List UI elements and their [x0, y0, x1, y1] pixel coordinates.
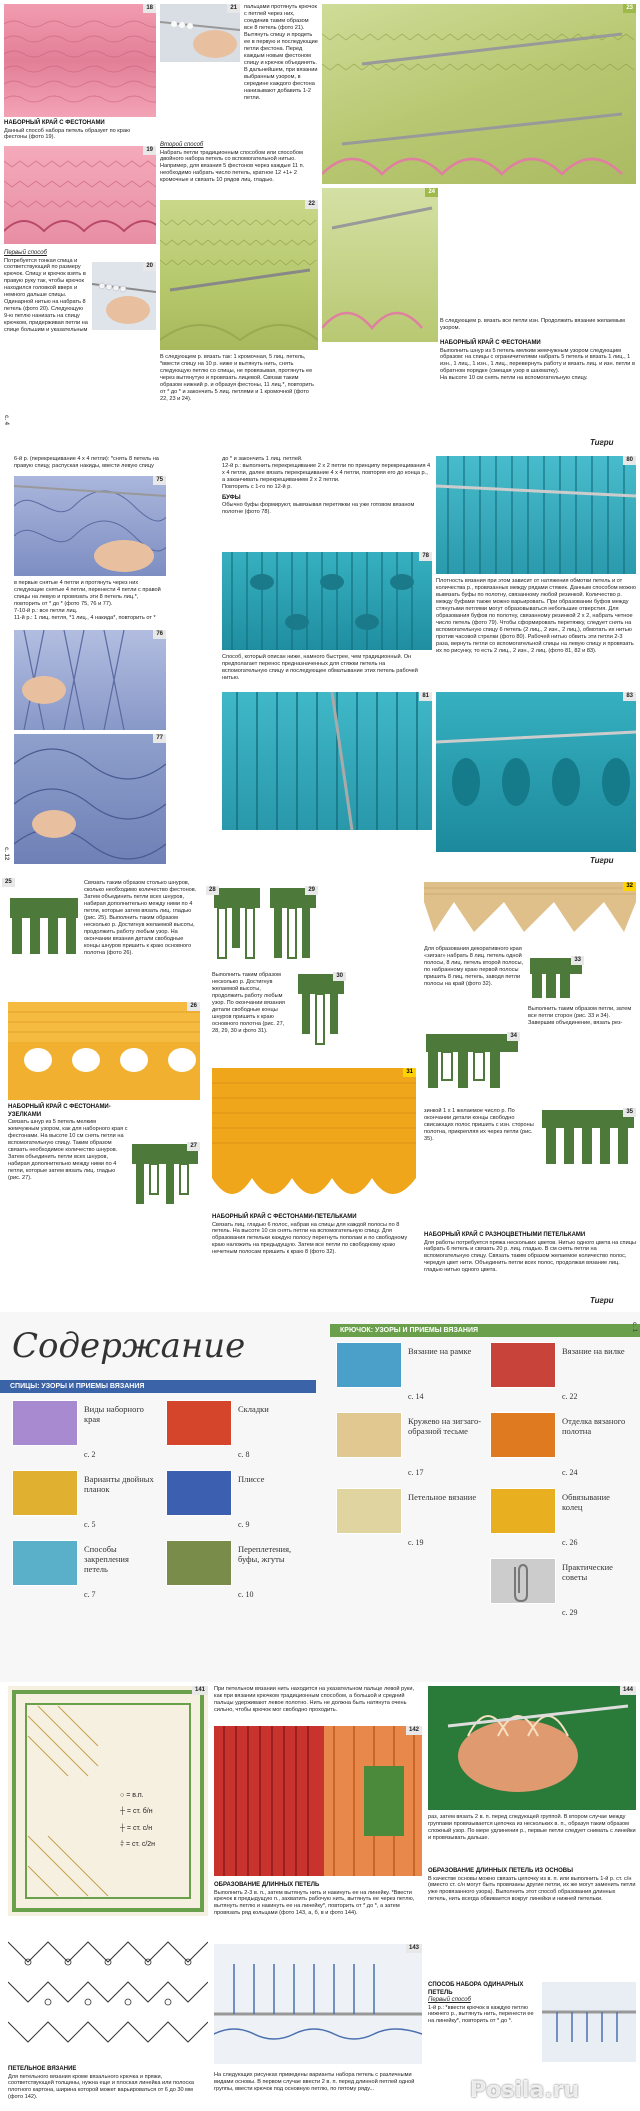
watermark-tigri: Тигри: [590, 438, 614, 447]
heading-scalloped: НАБОРНЫЙ КРАЙ С ФЕСТОНАМИ Данный способ набора петель образует по краю фестоны (фото 19).: [4, 120, 154, 141]
photo-number: 78: [419, 552, 432, 561]
rib-texture: [436, 456, 636, 574]
item-thumbnail: [336, 1412, 402, 1458]
photo-green-scallop-3: [322, 188, 438, 342]
cord-diagram: [8, 896, 80, 956]
first-method-text: Потребуется тонкая спица и соответствующий по размеру крючок. Спицу и крючок взять в правую руку так, чтобы крючок находился головкой вверх и немного дальше спицы. Одинарной нитью на набрать 8 петель (фото 20). Следующую 9-ю петлю нанизать на спицу крючком, придерживая петли на спице большим и указательным: [4, 257, 88, 334]
photo-number: 80: [623, 456, 636, 465]
photo-beige-zigzag: [424, 882, 636, 942]
cable-texture: [14, 734, 166, 864]
rib-texture: [222, 692, 432, 830]
contents-item[interactable]: [12, 1400, 162, 1460]
first-method-block: Первый способ Потребуется тонкая спица и соответствующий по размеру крючок. Спицу и крючок взять в правую руку так, чтобы крючок находился головкой вверх и немного дальше спицы. Одинарной нитью на набрать 8 петель (фото 20). Следующую 9-ю петлю нанизать на спицу крючком, придерживая петли на спице большим и указательным: [4, 250, 88, 334]
second-method-text: Набрать петли традиционным способом или способом двойного набора петель со вспомогательной нитью. Например, для вязания 5 фестонов через каждые 11 п. необходимо набрать число петель, кратное 12 +1+ 2 кромочные и связать 10 рядов лиц. гладью.: [160, 149, 305, 184]
chain-block: ОБРАЗОВАНИЕ ДЛИННЫХ ПЕТЕЛЬ ИЗ ОСНОВЫ В качестве основы можно связать цепочку из в. п. или выполнить 1-й р. ст. с/н (вместо ст. с/н могут быть провязаны другие петли, их же могут заменить петли уже провязанного узора). Выполнить этот способ образования длинных петель, нить всегда обвивается вокруг линейки и нижней петельки.: [428, 1868, 636, 1903]
zigzag-texture: [424, 882, 636, 942]
page-side-mark: с. 4: [3, 415, 10, 426]
photo-number: 23: [623, 4, 636, 13]
rib-texture: [436, 692, 636, 852]
loops-texture: [8, 1002, 200, 1100]
item-page: с. 10: [238, 1590, 254, 1600]
item-page: с. 7: [84, 1590, 96, 1600]
photo-green-scallop-1: [160, 200, 318, 350]
item-thumbnail: [12, 1540, 78, 1586]
item-page: с. 9: [238, 1520, 250, 1530]
item-thumbnail: [490, 1558, 556, 1604]
watermark-tigri: Тигри: [590, 1296, 614, 1305]
photo-number: 81: [419, 692, 432, 701]
photo-teal-rib-3: [436, 456, 636, 574]
page5-text-bottom: На следующих рисунках приведены варианты набора петель с различными видами основы. В первом случае ввести 2 в. п. перед длинной петлей одной группы, ввести крючок под основную петлю, по пятому ряду...: [214, 2072, 415, 2092]
photo-number: 22: [305, 200, 318, 209]
item-label: Способы закрепления петель: [84, 1544, 129, 1575]
watermark-posila: Posila.ru: [470, 2078, 580, 2103]
item-page: с. 29: [562, 1608, 578, 1618]
contents-item[interactable]: [490, 1412, 640, 1478]
photo-teal-rib-2: [222, 692, 432, 830]
caption-left-block: ПЕТЕЛЬНОЕ ВЯЗАНИЕ Для петельного вязания кроме вязального крючка и пряжи, соответствующей толщины, нужна еще и плоская линейка или полоска плотного картона, ширина которой может варьироваться от 6 до 30 мм (фото 142).: [8, 2066, 194, 2101]
petals-texture: [212, 1068, 416, 1210]
contents-item[interactable]: [166, 1470, 316, 1530]
photo-hook-chain: [214, 1944, 422, 2064]
item-label: Складки: [238, 1404, 269, 1414]
photo-hand-loops: [428, 1686, 636, 1810]
scalloped-text: Данный способ набора петель образует по краю фестоны (фото 19).: [4, 127, 131, 141]
knitting-banner: СПИЦЫ: УЗОРЫ И ПРИЕМЫ ВЯЗАНИЯ: [0, 1380, 316, 1393]
fig-number: 32: [623, 882, 636, 891]
cable-texture: [14, 630, 166, 730]
knit-texture: [322, 188, 438, 342]
diagram-29: [268, 886, 318, 966]
fig-number: 28: [206, 886, 219, 895]
item-page: с. 26: [562, 1538, 578, 1548]
next-row-text: В следующем р. вязать так: 1 кромочная, 5 лиц. петель, *ввести спицу на 10 р. ниже и вытянуть нить, снять следующую петлю со спицы, не провязывая, протянуть ее через вытянутую и провязать лицевой. Связав таким образом нижний р. и образуя фестоны, 11 лиц.*, повторить от * до * и закончить 5 лиц. петлями и 1 кромочной (фото 22, 23 и 24).: [160, 354, 314, 402]
photo-number: 77: [153, 734, 166, 743]
page-scalloped-edges: [0, 0, 640, 452]
chain-diagram: [214, 1944, 422, 2064]
paperclip-icon: [491, 1559, 557, 1605]
diagram-25: [5, 879, 80, 956]
mid-text: пальцами протянуть крючок с петлей через них, соединив таким образом все 8 петель (фото 21). Вытянуть спицу и продеть ее в первую и последующие петли фестона. Перед каждым новым фестоном спицу и крючок объединять. В дальнейшем, при вязании выбранным узором, в середине каждого фестона нанизывают добавить 1-2 петли.: [244, 4, 318, 101]
strip-diagram: [424, 1032, 520, 1092]
cord-text: Выполнить шнур из 5 петель мелким жемчужным узором следующим образом: на спицы с ограничителями набрать 5 петель и вязать 1 лиц., 1 изн., 1 лиц., 1 изн., 1 лиц., перевернуть работу и вязать лиц. и изн. петли в обратном порядке (смещая узор в шахматку).: [440, 347, 635, 375]
item-thumbnail: [12, 1470, 78, 1516]
photo-hands-hook: [160, 4, 240, 62]
diagram-35: [540, 1108, 636, 1168]
photo-blue-cable-2: [14, 630, 166, 730]
item-thumbnail: [336, 1488, 402, 1534]
item-page: с. 5: [84, 1520, 96, 1530]
item-label: Петельное вязание: [408, 1492, 477, 1502]
photo-blue-cable-1: [14, 476, 166, 576]
diagram-27: [130, 1142, 200, 1208]
item-thumbnail: [490, 1488, 556, 1534]
diagram-34: [424, 1032, 520, 1092]
contents-item[interactable]: [336, 1342, 486, 1402]
item-thumbnail: [166, 1470, 232, 1516]
item-label: Виды наборного края: [84, 1404, 144, 1425]
item-label: Практические советы: [562, 1562, 613, 1583]
crochet-banner: КРЮЧОК: УЗОРЫ И ПРИЕМЫ ВЯЗАНИЯ: [330, 1324, 640, 1337]
cable-texture: [14, 476, 166, 576]
item-label: Обвязывание колец: [562, 1492, 610, 1513]
legend-row: ┼ = ст. б/н: [120, 1808, 153, 1816]
hand-needle-illustration: [92, 262, 156, 330]
knit-texture: [4, 146, 156, 244]
page5-text-top: При петельном вязании нить находится на указательном пальце левой руки, как при вязании крючком традиционным способом, а большой и средний пальцы удерживают левое полотно. Нить не должна быть натянута очень сильно, чтобы крючок мог свободно проходить.: [214, 1686, 414, 1713]
fig-number: 29: [305, 886, 318, 895]
loops-block: НАБОРНЫЙ КРАЙ С ФЕСТОНАМИ-УЗЕЛКАМИ Связать шнур из 5 петель мелким жемчужным узором, как для наборного края с фестонами. На высоте 10 см снять петли на вспомогательную спицу. Таким образом связать необходимое количество шнуров. Затем объединить петли всех шнуров, набирая дополнительно между ними по 4 петли, которые затем вязать лиц. гладью (рис. 27).: [8, 1104, 128, 1181]
diagram-33: [528, 956, 584, 1002]
item-label: Переплетения, буфы, жгуты: [238, 1544, 292, 1565]
watermark-tigri: Тигри: [590, 856, 614, 865]
long-loops-block: ОБРАЗОВАНИЕ ДЛИННЫХ ПЕТЕЛЬ Выполнить 2-3 в. п., затем вытянуть нить и накинуть ее на линейку. *Ввести крючок в предыдущую п., захватить рабочую нить, вытянуть ее через петлю, вытянуть петлю и накинуть ее на линейку*, повторить от * до *, а затем провязать ряд кольцами (фото 143, а, б, в и фото 144).: [214, 1882, 415, 1917]
right-text: В следующем р. вязать все петли изн. Продолжить вязание желаемым узором.: [440, 318, 625, 331]
page-loop-knitting: [0, 1682, 640, 2111]
bufy-text-2: Способ, который описан ниже, намного быстрее, чем традиционный. Он предполагает перенос предназначенных для стяжки петель на вспомогательную спицу и последующее обматывание этих петель рабочей нитью.: [222, 654, 418, 681]
item-page: с. 8: [238, 1450, 250, 1460]
photo-number: 141: [192, 1686, 208, 1695]
photo-number: 144: [620, 1686, 636, 1695]
diagram-28: [209, 886, 262, 966]
fig-number: 34: [507, 1032, 520, 1041]
item-thumbnail: [166, 1400, 232, 1446]
photo-single-loop: [542, 1982, 636, 2062]
page3-text-c3: зинкой 1 х 1 желаемое число р. По окончании детали концы свободно свисающих полос пришить с изн. стороны полотна, прикрепляя их через петли (рис. 35).: [424, 1108, 534, 1142]
page3-text-a: Связать таким образом столько шнуров, сколько необходимо количество фестонов. Затем объединить петли всех шнуров, набирая дополнительно между ними по 4 петли, которые затем вязать лиц. гладью (рис. 25). Выполнить таким образом несколько р. Достигнув желаемой высоты, продолжить работу любым узор. На окончании вязания детали свободные концы шнуров пришить к краю основного полотна (фото 26).: [84, 880, 197, 956]
item-thumbnail: [490, 1342, 556, 1388]
cord-block: НАБОРНЫЙ КРАЙ С ФЕСТОНАМИ Выполнить шнур из 5 петель мелким жемчужным узором следующим образом: на спицы с ограничителями набрать 5 петель и вязать 1 лиц., 1 изн., 1 лиц., 1 изн., 1 лиц., перевернуть работу и вязать лиц. и изн. петли в обратном порядке (смещая узор в шахматку). На высоте 10 см снять петли на вспомогательную спицу.: [440, 340, 635, 382]
page-side-mark: с. 12: [3, 847, 10, 861]
page2-text-right: Плотность вязания при этом зависит от натяжения обмотки петель и от количества р., провязанных между рядами стяжек. Данным способом можно вывязать буфы по полотну, связанному любой резинкой. Количество р. между буфами также можно варьировать. При образовании буфов между стянутыми петлями могут образовываться небольшие отверстия. Для образования буфов по полотну, связанному резинкой 2 х 2, набрать четное число петель (фото 79). Чтобы сформировать перетяжку, следует снять на вспомогательную спицу 6 петель (2 лиц., 2 изн., 2 лиц.), обмотать их нитью против часовой стрелки (фото 80). Рабочей нитью обвить эти петли 2-3 раза, вернуть петли со вспомогательной спицы на левую спицу и провязать их по рисунку, то есть 2 лиц., 2 изн., 2 лиц. (фото 81, 82 и 83).: [436, 578, 637, 654]
contents-title: Содержание: [12, 1326, 246, 1366]
page2-text-left-2: в первые снятые 4 петли и протянуть через них следующие снятые 4 петли, перенести 4 петли с правой спицы на левую и провязать эти 8 петель лиц.*, повторить от * до * (фото 75, 76 и 77). 7-10-й р.: все петли лиц. 11-й р.: 1 лиц. петля, *1 лиц., 4 накида*, повторить от *: [14, 580, 161, 621]
photo-number: 143: [406, 1944, 422, 1953]
symbol-legend: [120, 1792, 210, 1850]
strip-diagram: [540, 1108, 636, 1168]
photo-needle-hook: [92, 262, 156, 330]
photo-pink-scallop-top: [4, 4, 156, 117]
legend-row: ○ = в.п.: [120, 1792, 144, 1799]
photo-orange-loops: [8, 1002, 200, 1100]
cord-diagram: [268, 886, 318, 966]
diagram-30: [296, 972, 346, 1052]
contents-item[interactable]: [490, 1488, 640, 1548]
fig-number: 27: [187, 1142, 200, 1151]
photo-number: 76: [153, 630, 166, 639]
fig-number: 26: [187, 1002, 200, 1011]
photo-green-scallop-2: [322, 4, 636, 184]
photo-orange-petals: [212, 1068, 416, 1210]
photo-number: 18: [143, 4, 156, 13]
knit-texture: [4, 4, 156, 117]
photo-number: 83: [623, 692, 636, 701]
item-thumbnail: [336, 1342, 402, 1388]
item-thumbnail: [490, 1412, 556, 1458]
photo-number: 24: [425, 188, 438, 197]
contents-item[interactable]: [490, 1342, 640, 1402]
petals-block: НАБОРНЫЙ КРАЙ С ФЕСТОНАМИ-ПЕТЕЛЬКАМИ Связать лиц. гладью 6 полос, набрав на спицы для каждой полосы по 8 петель. На высоте 10 см снять петли на вспомогательную спицу. Для образования петельки каждую полосу перегнуть пополам и по свободному краю наложить на предыдущую. Затем все петли по свободному краю нечетным полосам пришить к краю 8 (фото 32).: [212, 1214, 408, 1256]
cord-diagram: [296, 972, 346, 1052]
cord-diagram: [130, 1142, 200, 1208]
hand-loops-illustration: [428, 1686, 636, 1810]
item-label: Вязание на рамке: [408, 1346, 472, 1356]
page2-text-left: 6-й р. (перекрещивание 4 х 4 петли): *снять 8 петель на правую спицу, распуская накиды, ввести левую спицу: [14, 456, 159, 469]
photo-number: 21: [227, 4, 240, 13]
photo-blue-cable-3: [14, 734, 166, 864]
red-loop-texture: [214, 1726, 422, 1876]
single-block: СПОСОБ НАБОРА ОДИНАРНЫХ ПЕТЕЛЬ Первый способ 1-й р.: *ввести крючок в каждую петлю нижнего р., вытянуть нить, перенести ее на линейку*, повторить от * до *.: [428, 1982, 534, 2025]
item-page: с. 24: [562, 1468, 578, 1478]
page3-text-b: Выполнить таким образом несколько р. Достигнув желаемой высоты, продолжить работу любым узор. По окончании вязания детали свободные концы шнуров пришить к краю основного полотна (рис. 27, 28, 29, 30 и фото 31).: [212, 972, 285, 1034]
item-label: Кружево на зигзаго-образной тесьме: [408, 1416, 482, 1437]
second-method-block: Второй способ Набрать петли традиционным способом или способом двойного набора петель со вспомогательной нитью. Например, для вязания 5 фестонов через каждые 11 п. необходимо набрать число петель, кратное 12 +1+ 2 кромочные и связать 10 рядов лиц. гладью.: [160, 142, 318, 184]
page2-text-mid: до * и закончить 1 лиц. петлей. 12-й р.: выполнить перекрещивание 2 х 2 петли по принципу перекрещивания 4 х 4 петли, далее вязать перекрещивание 4 х 4 петли, повторяя его до конца р., а заканчивать перекрещиванием 2 х 2 петли. Повторить с 1-го по 12-й р. БУФЫ Обычно буфы формируют, вывязывая перетяжки на уже готовом вязаном полотне (фото 78).: [222, 456, 431, 516]
knit-texture: [322, 4, 636, 184]
item-thumbnail: [166, 1540, 232, 1586]
legend-row: ┼ = ст. с/н: [120, 1824, 153, 1832]
item-page: с. 2: [84, 1450, 96, 1460]
page5-text-right: раз, затем вязать 2 в. п. перед следующей группой. В втором случае между группами провязывается цепочка из нескольких в. п., образуя таким образом сложный узор. По мере удлинения р., первые петли следует снимать с линейки и провязывать дальше.: [428, 1814, 636, 1841]
photo-teal-rib-1: [222, 552, 432, 650]
page-contents: [0, 1312, 640, 1682]
fig-number: 31: [403, 1068, 416, 1077]
cord-text-2: На высоте 10 см снять петли на вспомогательную спицу.: [440, 375, 588, 382]
photo-number: 142: [406, 1726, 422, 1735]
fig-number: 30: [333, 972, 346, 981]
multi-block: НАБОРНЫЙ КРАЙ С РАЗНОЦВЕТНЫМИ ПЕТЕЛЬКАМИ Для работы потребуется пряжа нескольких цветов. Нитью одного цвета на спицы набрать 6 петель и связать 20 р. лиц. гладью. В см снять петли на вспомогательную спицу. Связать таким образом желаемое количество полос, чередуя цвет нити. Объединить петли всех полос, продолжая вязание лиц. гладью нитью одного цвета.: [424, 1232, 636, 1274]
item-label: Вязание на вилке: [562, 1346, 625, 1356]
fig-number: 35: [623, 1108, 636, 1117]
page3-text-c2: Выполнить таким образом петли, затем все петли сторон (рис. 33 и 34). Завершив объединение, вязать рез-: [528, 1006, 632, 1026]
knit-texture: [160, 200, 318, 350]
contents-item[interactable]: [12, 1540, 162, 1600]
page-loops-edges: [0, 872, 640, 1312]
cord-diagram: [212, 886, 262, 966]
item-label: Варианты двойных планок: [84, 1474, 154, 1495]
contents-item[interactable]: [166, 1540, 316, 1600]
contents-item[interactable]: [490, 1558, 640, 1618]
contents-item[interactable]: [166, 1400, 316, 1460]
page3-text-c: Для образования декоративного края «зигзаг» набрать 8 лиц. петель одной полосы, 8 лиц. петель второй полосы, по набранному краю первой полосы пришить 8 лиц. петель, заводя петли полосы на край (фото 32).: [424, 946, 524, 987]
photo-red-loops: [214, 1726, 422, 1876]
item-page: с. 22: [562, 1392, 578, 1402]
photo-pink-scallop-bottom: [4, 146, 156, 244]
photo-number: 75: [153, 476, 166, 485]
item-label: Плиссе: [238, 1474, 265, 1484]
fig-number: 25: [2, 878, 15, 887]
item-page: с. 14: [408, 1392, 424, 1402]
photo-number: 20: [143, 262, 156, 271]
single-loop-illustration: [542, 1982, 636, 2062]
page-side-mark: с. 1: [631, 1322, 638, 1333]
rib-texture: [222, 552, 432, 650]
photo-number: 19: [143, 146, 156, 155]
contents-item[interactable]: [12, 1470, 162, 1530]
item-thumbnail: [12, 1400, 78, 1446]
diagram-zigzag-lace: [8, 1922, 208, 2062]
contents-item[interactable]: [336, 1488, 486, 1548]
legend-row: ⫩ = ст. с/2н: [120, 1841, 156, 1849]
item-page: с. 19: [408, 1538, 424, 1548]
contents-item[interactable]: [336, 1412, 486, 1478]
item-page: с. 17: [408, 1468, 424, 1478]
item-label: Отделка вязаного полотна: [562, 1416, 626, 1437]
page-cables-puffs: [0, 452, 640, 872]
photo-teal-rib-4: [436, 692, 636, 852]
fig-number: 33: [571, 956, 584, 965]
zigzag-lace-diagram: [8, 1922, 208, 2062]
